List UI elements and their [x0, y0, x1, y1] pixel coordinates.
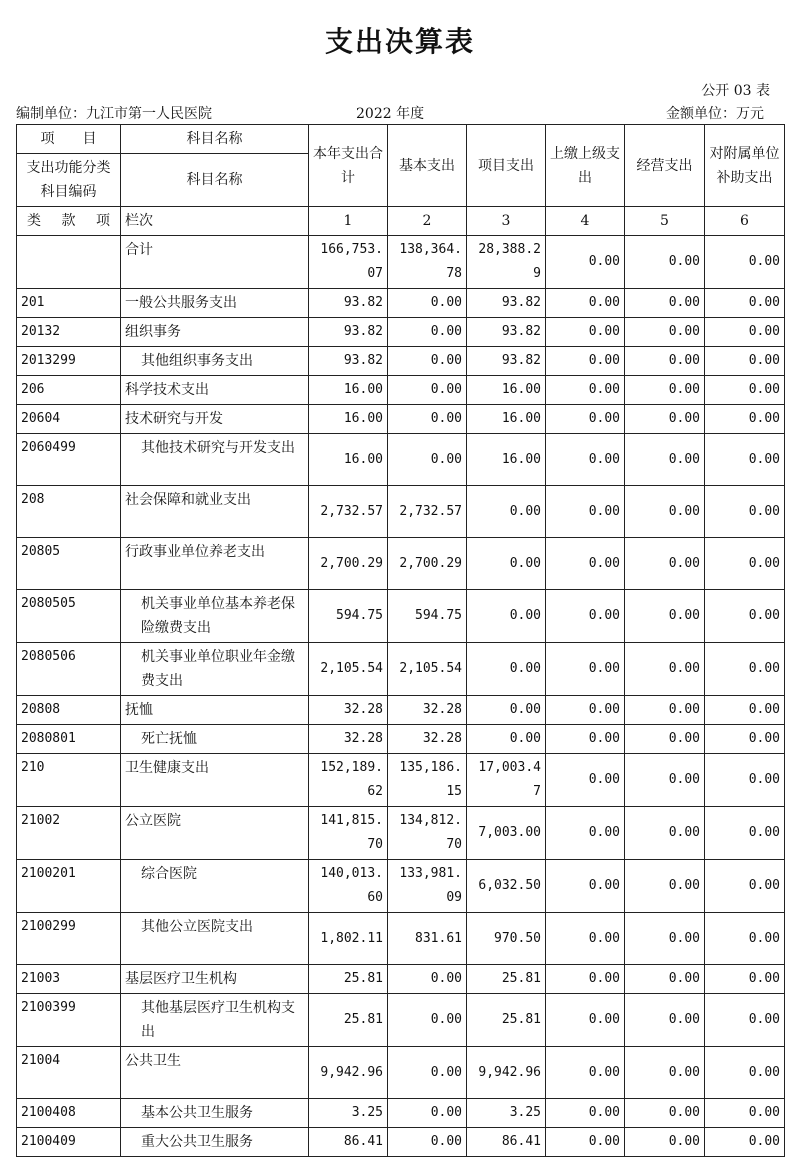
row-value-c6: 0.00 [705, 1047, 785, 1099]
row-name: 基本公共卫生服务 [121, 1099, 309, 1128]
row-value-c4: 0.00 [546, 405, 625, 434]
row-value-c1: 152,189.62 [309, 754, 388, 807]
row-code: 21004 [17, 1047, 121, 1099]
header-xiang: 项 [96, 213, 110, 229]
table-row [17, 725, 785, 754]
row-value-c3: 25.81 [467, 994, 546, 1047]
row-value-c1: 93.82 [309, 347, 388, 376]
row-value-c1: 166,753.07 [309, 236, 388, 289]
row-value-c4: 0.00 [546, 807, 625, 860]
row-value-c1: 16.00 [309, 376, 388, 405]
row-value-c4: 0.00 [546, 965, 625, 994]
row-value-c2: 138,364.78 [388, 236, 467, 289]
table-row [17, 696, 785, 725]
row-value-c3: 6,032.50 [467, 860, 546, 913]
row-value-c3: 9,942.96 [467, 1047, 546, 1099]
header-col-project: 项目支出 [467, 125, 546, 207]
row-value-c4: 0.00 [546, 1128, 625, 1157]
row-value-c4: 0.00 [546, 376, 625, 405]
row-value-c1: 2,105.54 [309, 643, 388, 696]
row-value-c6: 0.00 [705, 1128, 785, 1157]
table-row [17, 347, 785, 376]
row-value-c6: 0.00 [705, 347, 785, 376]
header-col-business: 经营支出 [625, 125, 705, 207]
row-value-c1: 2,732.57 [309, 486, 388, 538]
money-unit: 金额单位：万元 [666, 106, 764, 122]
row-value-c6: 0.00 [705, 434, 785, 486]
row-name: 重大公共卫生服务 [121, 1128, 309, 1157]
row-value-c3: 16.00 [467, 434, 546, 486]
row-value-c2: 2,732.57 [388, 486, 467, 538]
row-value-c1: 25.81 [309, 994, 388, 1047]
row-value-c3: 0.00 [467, 725, 546, 754]
row-value-c6: 0.00 [705, 965, 785, 994]
row-value-c6: 0.00 [705, 643, 785, 696]
row-value-c3: 16.00 [467, 376, 546, 405]
row-value-c3: 93.82 [467, 347, 546, 376]
row-code: 20808 [17, 696, 121, 725]
row-value-c1: 594.75 [309, 590, 388, 643]
table-row [17, 538, 785, 590]
row-value-c4: 0.00 [546, 347, 625, 376]
row-name: 公共卫生 [121, 1047, 309, 1099]
row-value-c5: 0.00 [625, 913, 705, 965]
row-value-c4: 0.00 [546, 643, 625, 696]
row-value-c5: 0.00 [625, 696, 705, 725]
row-value-c2: 0.00 [388, 994, 467, 1047]
row-value-c5: 0.00 [625, 347, 705, 376]
row-value-c5: 0.00 [625, 289, 705, 318]
row-value-c2: 0.00 [388, 318, 467, 347]
row-name: 合计 [121, 236, 309, 289]
row-name: 机关事业单位基本养老保险缴费支出 [121, 590, 309, 643]
row-value-c1: 16.00 [309, 405, 388, 434]
row-value-c4: 0.00 [546, 1099, 625, 1128]
row-value-c4: 0.00 [546, 913, 625, 965]
row-name: 卫生健康支出 [121, 754, 309, 807]
row-value-c4: 0.00 [546, 725, 625, 754]
row-value-c1: 2,700.29 [309, 538, 388, 590]
row-value-c4: 0.00 [546, 486, 625, 538]
row-value-c2: 0.00 [388, 965, 467, 994]
table-row [17, 1047, 785, 1099]
lanci-num: 3 [467, 207, 546, 236]
row-value-c5: 0.00 [625, 860, 705, 913]
row-code: 2080801 [17, 725, 121, 754]
row-value-c2: 0.00 [388, 347, 467, 376]
row-value-c3: 17,003.47 [467, 754, 546, 807]
row-value-c2: 0.00 [388, 376, 467, 405]
table-row [17, 754, 785, 807]
row-value-c3: 0.00 [467, 538, 546, 590]
row-value-c1: 25.81 [309, 965, 388, 994]
row-name: 组织事务 [121, 318, 309, 347]
row-value-c1: 3.25 [309, 1099, 388, 1128]
row-value-c2: 134,812.70 [388, 807, 467, 860]
table-body [17, 236, 785, 1157]
row-code: 21002 [17, 807, 121, 860]
row-value-c2: 32.28 [388, 696, 467, 725]
row-name: 其他公立医院支出 [121, 913, 309, 965]
prepared-by-unit: 编制单位：九江市第一人民医院 [16, 106, 212, 122]
row-value-c5: 0.00 [625, 236, 705, 289]
table-row [17, 289, 785, 318]
row-name: 基层医疗卫生机构 [121, 965, 309, 994]
row-name: 社会保障和就业支出 [121, 486, 309, 538]
row-value-c5: 0.00 [625, 1128, 705, 1157]
table-row [17, 965, 785, 994]
row-code: 20132 [17, 318, 121, 347]
row-name: 其他技术研究与开发支出 [121, 434, 309, 486]
row-code: 206 [17, 376, 121, 405]
expenditure-table [16, 124, 785, 1157]
row-name: 综合医院 [121, 860, 309, 913]
table-row [17, 1128, 785, 1157]
row-value-c2: 831.61 [388, 913, 467, 965]
table-row [17, 860, 785, 913]
row-code [17, 236, 121, 289]
row-value-c2: 0.00 [388, 1128, 467, 1157]
row-value-c6: 0.00 [705, 486, 785, 538]
table-row [17, 1099, 785, 1128]
row-code: 2100399 [17, 994, 121, 1047]
row-value-c6: 0.00 [705, 289, 785, 318]
row-value-c3: 0.00 [467, 643, 546, 696]
row-value-c2: 594.75 [388, 590, 467, 643]
row-value-c3: 16.00 [467, 405, 546, 434]
table-row [17, 376, 785, 405]
table-row [17, 318, 785, 347]
row-value-c5: 0.00 [625, 1099, 705, 1128]
row-name: 死亡抚恤 [121, 725, 309, 754]
row-value-c5: 0.00 [625, 405, 705, 434]
row-value-c6: 0.00 [705, 696, 785, 725]
row-value-c1: 93.82 [309, 318, 388, 347]
row-value-c4: 0.00 [546, 289, 625, 318]
row-value-c2: 0.00 [388, 289, 467, 318]
row-name: 公立医院 [121, 807, 309, 860]
row-value-c1: 9,942.96 [309, 1047, 388, 1099]
table-row [17, 236, 785, 289]
row-value-c6: 0.00 [705, 860, 785, 913]
row-value-c6: 0.00 [705, 236, 785, 289]
row-value-c1: 16.00 [309, 434, 388, 486]
row-value-c5: 0.00 [625, 754, 705, 807]
row-code: 2080505 [17, 590, 121, 643]
row-value-c4: 0.00 [546, 754, 625, 807]
lanci-num: 1 [309, 207, 388, 236]
form-number: 公开 03 表 [701, 83, 770, 99]
row-value-c5: 0.00 [625, 318, 705, 347]
row-code: 2100408 [17, 1099, 121, 1128]
row-value-c4: 0.00 [546, 994, 625, 1047]
lanci-num: 6 [705, 207, 785, 236]
row-value-c4: 0.00 [546, 696, 625, 725]
row-name: 抚恤 [121, 696, 309, 725]
row-value-c6: 0.00 [705, 538, 785, 590]
table-row [17, 994, 785, 1047]
row-value-c1: 32.28 [309, 696, 388, 725]
lanci-num: 2 [388, 207, 467, 236]
row-value-c3: 0.00 [467, 486, 546, 538]
row-code: 2100299 [17, 913, 121, 965]
row-value-c2: 0.00 [388, 1047, 467, 1099]
row-value-c4: 0.00 [546, 860, 625, 913]
row-name: 机关事业单位职业年金缴费支出 [121, 643, 309, 696]
row-value-c2: 2,700.29 [388, 538, 467, 590]
row-value-c5: 0.00 [625, 725, 705, 754]
row-value-c2: 2,105.54 [388, 643, 467, 696]
table-row [17, 590, 785, 643]
header-col-total: 本年支出合计 [309, 125, 388, 207]
row-value-c4: 0.00 [546, 590, 625, 643]
row-value-c5: 0.00 [625, 965, 705, 994]
header-col-subsidiary: 对附属单位补助支出 [705, 125, 785, 207]
row-value-c2: 133,981.09 [388, 860, 467, 913]
row-code: 21003 [17, 965, 121, 994]
row-value-c3: 0.00 [467, 696, 546, 725]
row-name: 其他组织事务支出 [121, 347, 309, 376]
row-name: 行政事业单位养老支出 [121, 538, 309, 590]
page-title: 支出决算表 [324, 25, 475, 58]
row-value-c4: 0.00 [546, 236, 625, 289]
row-value-c1: 141,815.70 [309, 807, 388, 860]
header-kemu: 科目名称 [121, 154, 309, 207]
row-name: 技术研究与开发 [121, 405, 309, 434]
header-lei-kuan-xiang [17, 207, 121, 236]
row-code: 2080506 [17, 643, 121, 696]
row-value-c1: 140,013.60 [309, 860, 388, 913]
row-value-c3: 970.50 [467, 913, 546, 965]
header-code-label: 支出功能分类科目编码 [17, 154, 121, 207]
row-value-c6: 0.00 [705, 754, 785, 807]
row-value-c5: 0.00 [625, 376, 705, 405]
row-value-c3: 25.81 [467, 965, 546, 994]
row-value-c6: 0.00 [705, 405, 785, 434]
row-value-c5: 0.00 [625, 1047, 705, 1099]
row-code: 2013299 [17, 347, 121, 376]
row-value-c6: 0.00 [705, 913, 785, 965]
row-value-c2: 0.00 [388, 1099, 467, 1128]
header-row-1 [17, 125, 785, 154]
row-code: 210 [17, 754, 121, 807]
row-value-c5: 0.00 [625, 643, 705, 696]
row-value-c3: 3.25 [467, 1099, 546, 1128]
table-row [17, 807, 785, 860]
row-value-c3: 93.82 [467, 289, 546, 318]
row-value-c3: 93.82 [467, 318, 546, 347]
row-code: 20805 [17, 538, 121, 590]
row-value-c1: 1,802.11 [309, 913, 388, 965]
row-value-c3: 28,388.29 [467, 236, 546, 289]
header-kuan: 款 [61, 213, 76, 229]
row-value-c2: 0.00 [388, 434, 467, 486]
row-value-c6: 0.00 [705, 1099, 785, 1128]
header-col-basic: 基本支出 [388, 125, 467, 207]
row-value-c6: 0.00 [705, 994, 785, 1047]
row-value-c6: 0.00 [705, 590, 785, 643]
row-value-c3: 86.41 [467, 1128, 546, 1157]
row-value-c5: 0.00 [625, 486, 705, 538]
row-name: 其他基层医疗卫生机构支出 [121, 994, 309, 1047]
header-kemu-top: 科目名称 [121, 125, 309, 154]
row-code: 201 [17, 289, 121, 318]
row-value-c6: 0.00 [705, 807, 785, 860]
row-code: 20604 [17, 405, 121, 434]
row-value-c6: 0.00 [705, 725, 785, 754]
row-value-c3: 0.00 [467, 590, 546, 643]
row-value-c4: 0.00 [546, 1047, 625, 1099]
table-row [17, 643, 785, 696]
header-col-upper: 上缴上级支出 [546, 125, 625, 207]
lanci-num: 5 [625, 207, 705, 236]
row-code: 2060499 [17, 434, 121, 486]
lanci-num: 4 [546, 207, 625, 236]
meta-line [16, 103, 784, 123]
row-value-c5: 0.00 [625, 590, 705, 643]
row-name: 一般公共服务支出 [121, 289, 309, 318]
row-value-c5: 0.00 [625, 807, 705, 860]
header-lanci: 栏次 [121, 207, 309, 236]
row-code: 2100201 [17, 860, 121, 913]
row-value-c3: 7,003.00 [467, 807, 546, 860]
row-value-c5: 0.00 [625, 434, 705, 486]
row-value-c1: 86.41 [309, 1128, 388, 1157]
header-xiangmu: 项 目 [17, 125, 121, 154]
row-code: 208 [17, 486, 121, 538]
row-value-c6: 0.00 [705, 318, 785, 347]
row-name: 科学技术支出 [121, 376, 309, 405]
header-row-3 [17, 207, 785, 236]
fiscal-year: 2022 年度 [356, 106, 425, 122]
table-row [17, 913, 785, 965]
row-value-c4: 0.00 [546, 538, 625, 590]
row-value-c5: 0.00 [625, 538, 705, 590]
row-value-c5: 0.00 [625, 994, 705, 1047]
table-row [17, 405, 785, 434]
row-value-c6: 0.00 [705, 376, 785, 405]
row-value-c2: 32.28 [388, 725, 467, 754]
row-value-c1: 32.28 [309, 725, 388, 754]
table-row [17, 434, 785, 486]
row-value-c2: 0.00 [388, 405, 467, 434]
row-value-c4: 0.00 [546, 434, 625, 486]
row-value-c4: 0.00 [546, 318, 625, 347]
table-row [17, 486, 785, 538]
row-value-c2: 135,186.15 [388, 754, 467, 807]
row-value-c1: 93.82 [309, 289, 388, 318]
row-code: 2100409 [17, 1128, 121, 1157]
header-lei: 类 [27, 213, 41, 229]
